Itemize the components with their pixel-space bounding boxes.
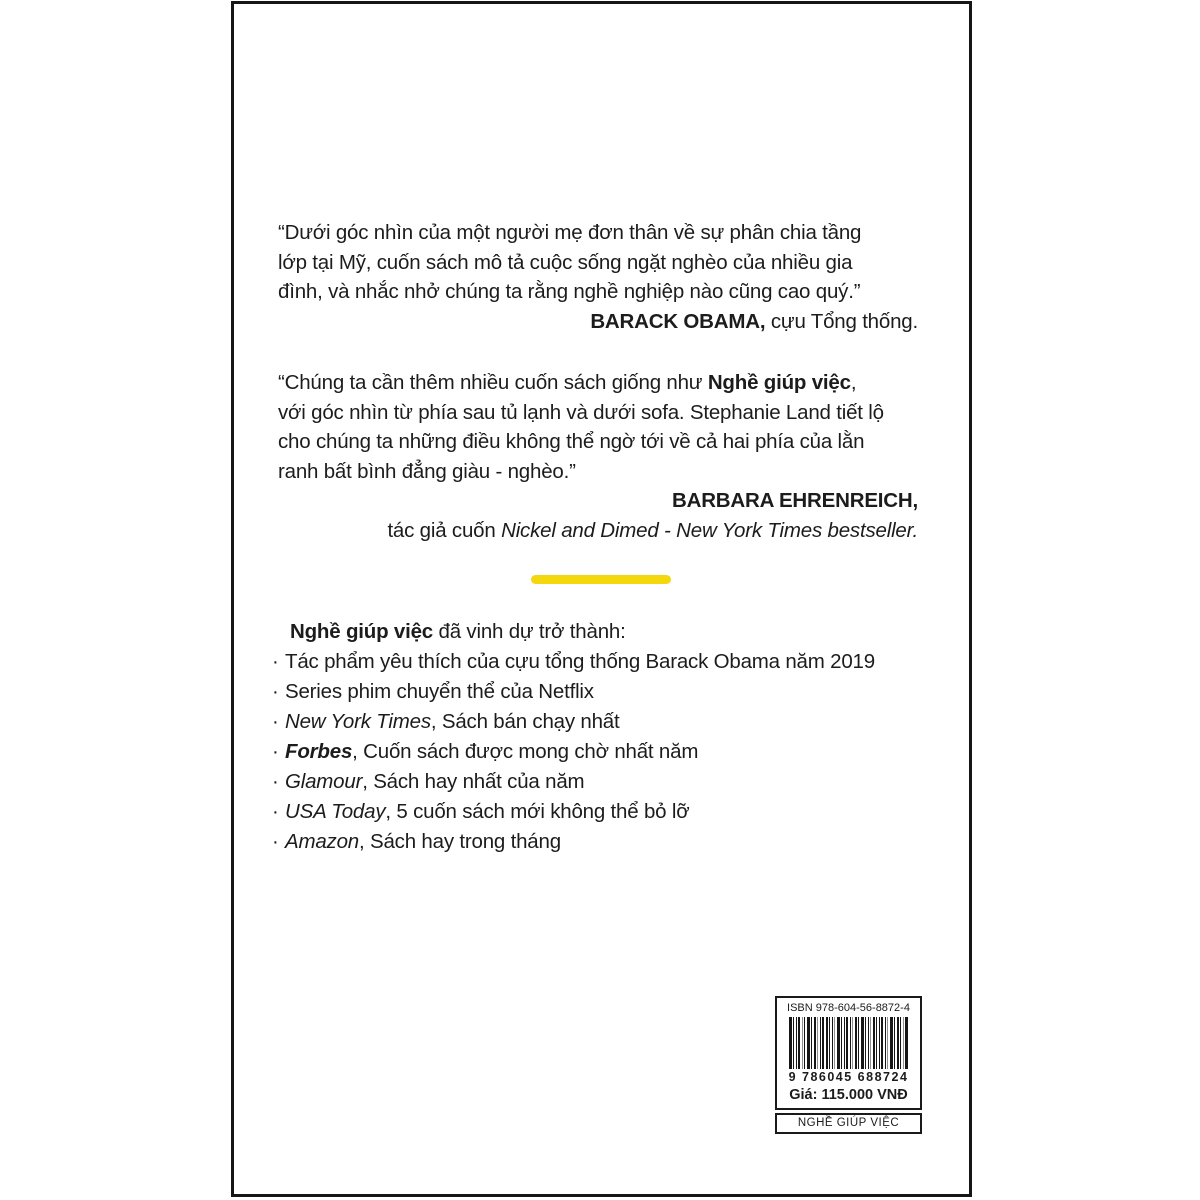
accolade-item-forbes xyxy=(272,737,942,767)
accolades-section xyxy=(272,617,942,857)
quote-obama-line1: “Dưới góc nhìn của một người mẹ đơn thân về sự phân chia tầng xyxy=(278,221,862,244)
quote-ehrenreich-line1-pre: “Chúng ta cần thêm nhiều cuốn sách giống như xyxy=(278,371,708,394)
quote-ehrenreich-attribution: BARBARA EHRENREICH, xyxy=(671,489,918,512)
accolade-item-amazon xyxy=(272,827,942,857)
accolade-text: , 5 cuốn sách mới không thể bỏ lỡ xyxy=(385,800,690,823)
bullet-glyph: · xyxy=(272,740,279,763)
quote-obama-attribution-title: cựu Tổng thống. xyxy=(765,309,918,333)
quote-ehrenreich xyxy=(278,368,918,545)
quote-ehrenreich-line1-post: , xyxy=(850,371,857,394)
accolade-item-usatoday xyxy=(272,797,942,827)
barcode xyxy=(781,1017,916,1069)
accolade-text: , Cuốn sách được mong chờ nhất năm xyxy=(352,740,699,763)
barcode-digits: 9 786045 688724 xyxy=(788,1070,909,1084)
barcode-box xyxy=(775,996,922,1110)
bullet-glyph: · xyxy=(272,830,279,853)
accolade-source: USA Today xyxy=(285,800,386,823)
quote-ehrenreich-line2: với góc nhìn từ phía sau tủ lạnh và dưới sofa. Stephanie Land tiết lộ xyxy=(278,400,884,424)
quote-obama xyxy=(278,218,918,336)
quote-ehrenreich-book-title: Nghề giúp việc xyxy=(707,371,851,394)
barcode-block xyxy=(775,996,922,1134)
accolade-source: Forbes xyxy=(285,740,353,763)
accolade-item-obama xyxy=(272,647,942,677)
quote-ehrenreich-line1 xyxy=(278,368,918,398)
quote-ehrenreich-byline xyxy=(278,516,918,546)
accolade-source: Amazon xyxy=(285,830,360,853)
bullet-glyph: · xyxy=(272,650,279,673)
quote-ehrenreich-line4: ranh bất bình đẳng giàu - nghèo.” xyxy=(278,459,576,483)
quote-obama-attribution-name: BARACK OBAMA, xyxy=(590,309,766,333)
quote-ehrenreich-byline-pre: tác giả cuốn xyxy=(387,518,502,542)
accolade-item-netflix xyxy=(272,677,942,707)
book-title-label: NGHỀ GIÚP VIỆC xyxy=(775,1113,922,1134)
accolades-heading-rest: đã vinh dự trở thành: xyxy=(433,620,626,643)
accolade-text: , Sách hay trong tháng xyxy=(359,830,561,853)
quote-obama-attribution xyxy=(278,307,918,337)
quote-ehrenreich-line3: cho chúng ta những điều không thể ngờ tới về cả hai phía của lằn xyxy=(278,430,865,453)
bullet-glyph: · xyxy=(272,680,279,703)
quote-ehrenreich-byline-book: Nickel and Dimed - New York Times bestseller. xyxy=(501,518,918,542)
yellow-divider xyxy=(531,575,671,584)
accolade-item-glamour xyxy=(272,767,942,797)
accolades-heading xyxy=(272,617,942,647)
isbn-text: ISBN 978-604-56-8872-4 xyxy=(787,1002,910,1014)
accolade-item-nyt xyxy=(272,707,942,737)
accolade-text: , Sách bán chạy nhất xyxy=(430,710,620,733)
accolade-source: Glamour xyxy=(285,770,363,793)
accolade-text: Series phim chuyển thể của Netflix xyxy=(285,680,594,703)
bullet-glyph: · xyxy=(272,800,279,823)
book-back-cover xyxy=(231,1,972,1197)
bullet-glyph: · xyxy=(272,770,279,793)
quote-obama-line2: lớp tại Mỹ, cuốn sách mô tả cuộc sống ngặt nghèo của nhiều gia xyxy=(278,250,853,274)
accolades-heading-title: Nghề giúp việc xyxy=(290,620,434,643)
accolade-text: Tác phẩm yêu thích của cựu tổng thống Barack Obama năm 2019 xyxy=(285,650,875,673)
accolade-text: , Sách hay nhất của năm xyxy=(362,770,585,793)
quote-obama-line3: đình, và nhắc nhở chúng ta rằng nghề nghiệp nào cũng cao quý.” xyxy=(278,280,861,303)
price-text: Giá: 115.000 VNĐ xyxy=(789,1087,908,1103)
accolade-source: New York Times xyxy=(285,710,431,733)
bullet-glyph: · xyxy=(272,710,279,733)
